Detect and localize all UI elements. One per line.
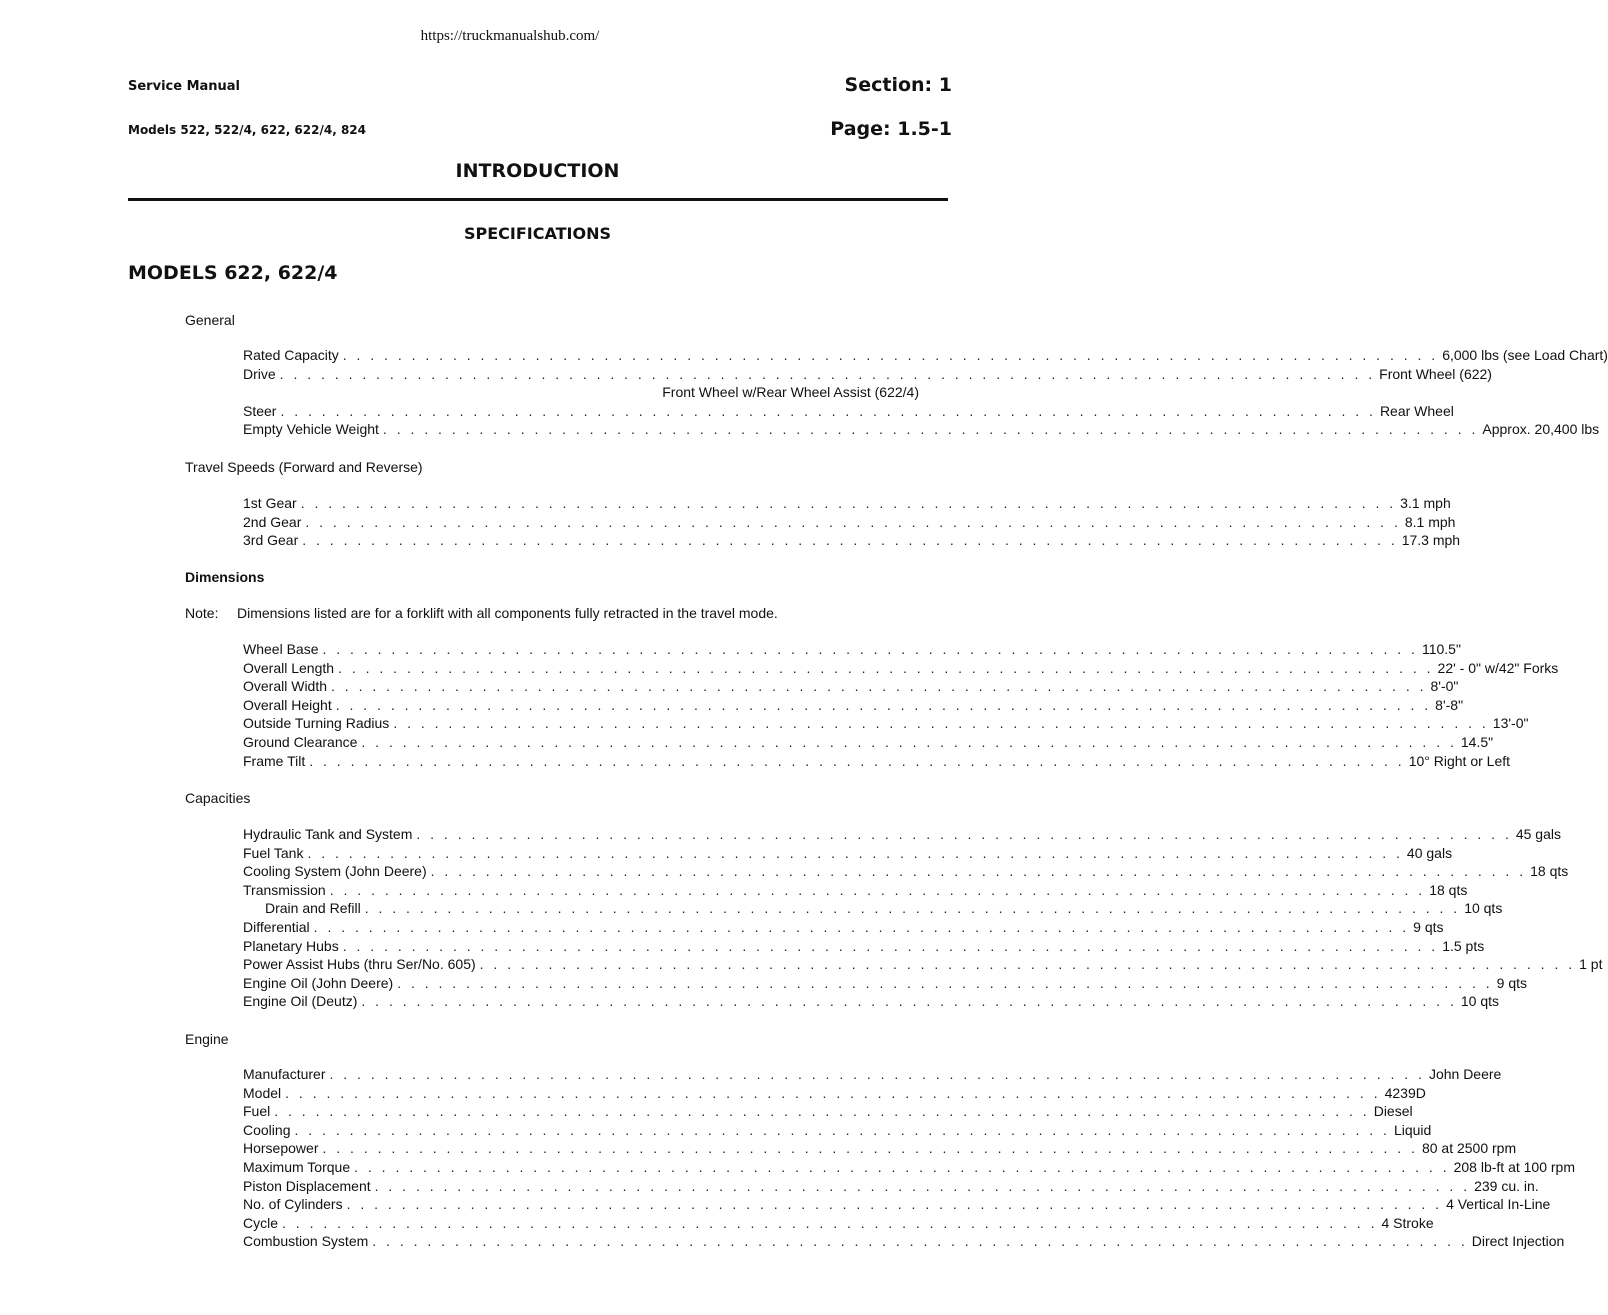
dot-leader: . . . . . . . . . . . . . . . . . . . . . . . . . . . . . . . . . . . . . . . . . . . . . . . . . . . . . . . . . . . . . . . . . . . . . . . . . . . . . . . .	[280, 402, 1376, 419]
spec-value: 6,000 lbs (see Load Chart)	[1442, 347, 1608, 363]
spec-value: Diesel	[1373, 1103, 1413, 1120]
spec-value: 4239D	[1384, 1084, 1426, 1101]
general-list	[243, 347, 1608, 440]
spec-name: 3rd Gear	[243, 532, 299, 549]
models-heading: MODELS 622, 622/4	[128, 262, 338, 284]
dot-leader: . . . . . . . . . . . . . . . . . . . . . . . . . . . . . . . . . . . . . . . . . . . . . . . . . . . . . . . . . . . . . . . . . . . . . . . . . . . . . . . .	[307, 844, 1403, 861]
dot-leader: . . . . . . . . . . . . . . . . . . . . . . . . . . . . . . . . . . . . . . . . . . . . . . . . . . . . . . . . . . . . . . . . . . . . . . . . . . . . . . . .	[338, 659, 1434, 676]
spec-name: Empty Vehicle Weight	[243, 421, 379, 438]
dot-leader: . . . . . . . . . . . . . . . . . . . . . . . . . . . . . . . . . . . . . . . . . . . . . . . . . . . . . . . . . . . . . . . . . . . . . . . . . . . . . . . .	[361, 733, 1457, 750]
spec-name: Horsepower	[243, 1140, 319, 1157]
spec-row	[243, 1177, 1539, 1197]
spec-name: Wheel Base	[243, 641, 319, 657]
spec-name: Overall Width	[243, 678, 328, 695]
spec-name: No. of Cylinders	[243, 1196, 343, 1213]
spec-value: 13'-0"	[1492, 715, 1529, 732]
spec-name: Fuel	[243, 1103, 271, 1120]
dot-leader: . . . . . . . . . . . . . . . . . . . . . . . . . . . . . . . . . . . . . . . . . . . . . . . . . . . . . . . . . . . . . . . . . . . . . . . . . . . . . . . .	[354, 1158, 1450, 1175]
dot-leader: . . . . . . . . . . . . . . . . . . . . . . . . . . . . . . . . . . . . . . . . . . . . . . . . . . . . . . . . . . . . . . . . . . . . . . . . . . . . . . . .	[342, 347, 1439, 363]
spec-row	[243, 347, 1608, 366]
dot-leader: . . . . . . . . . . . . . . . . . . . . . . . . . . . . . . . . . . . . . . . . . . . . . . . . . . . . . . . . . . . . . . . . . . . . . . . . . . . . . . . .	[329, 1066, 1425, 1082]
spec-name: Combustion System	[243, 1233, 369, 1250]
spec-row	[243, 1103, 1413, 1122]
spec-name: Model	[243, 1084, 282, 1101]
dot-leader: . . . . . . . . . . . . . . . . . . . . . . . . . . . . . . . . . . . . . . . . . . . . . . . . . . . . . . . . . . . . . . . . . . . . . . . . . . . . . . . .	[305, 513, 1401, 530]
spec-value: Front Wheel w/Rear Wheel Assist (622/4)	[662, 384, 919, 401]
spec-row	[243, 659, 1559, 679]
spec-value: Approx. 20,400 lbs	[1482, 421, 1600, 438]
spec-row	[243, 1196, 1551, 1215]
dot-leader: . . . . . . . . . . . . . . . . . . . . . . . . . . . . . . . . . . . . . . . . . . . . . . . . . . . . . . . . . . . . . . . . . . . . . . . . . . . . . . . .	[294, 1121, 1390, 1138]
dimensions-list	[243, 641, 1559, 771]
spec-value: Liquid	[1393, 1121, 1432, 1138]
dot-leader: . . . . . . . . . . . . . . . . . . . . . . . . . . . . . . . . . . . . . . . . . . . . . . . . . . . . . . . . . . . . . . . . . . . . . . . . . . . . . . . .	[374, 1177, 1471, 1194]
spec-row	[243, 513, 1456, 533]
title-divider	[128, 198, 948, 201]
dot-leader: . . . . . . . . . . . . . . . . . . . . . . . . . . . . . . . . . . . . . . . . . . . . . . . . . . . . . . . . . . . . . . . . . . . . . . . . . . . . . . . .	[300, 495, 1397, 511]
spec-value: 1.5 pts	[1442, 937, 1485, 954]
spec-value: 80 at 2500 rpm	[1421, 1140, 1517, 1157]
dot-leader: . . . . . . . . . . . . . . . . . . . . . . . . . . . . . . . . . . . . . . . . . . . . . . . . . . . . . . . . . . . . . . . . . . . . . . . . . . . . . . . .	[274, 1103, 1370, 1120]
dot-leader: . . . . . . . . . . . . . . . . . . . . . . . . . . . . . . . . . . . . . . . . . . . . . . . . . . . . . . . . . . . . . . . . . . . . . . . . . . . . . . . .	[322, 1140, 1418, 1157]
section-number: Section: 1	[844, 74, 952, 96]
spec-row	[243, 863, 1569, 882]
spec-row	[243, 696, 1464, 716]
source-url: https://truckmanualshub.com/	[420, 28, 600, 44]
spec-row	[243, 1214, 1434, 1234]
spec-row	[243, 402, 1454, 422]
spec-value: Front Wheel (622)	[1379, 365, 1492, 382]
spec-value: Rear Wheel	[1379, 402, 1454, 419]
spec-row	[243, 974, 1528, 994]
spec-name: Cooling	[243, 1121, 291, 1138]
dimensions-note	[185, 605, 778, 621]
spec-value: 3.1 mph	[1400, 495, 1451, 511]
spec-name: Steer	[243, 402, 277, 419]
spec-name: Power Assist Hubs (thru Ser/No. 605)	[243, 956, 476, 973]
spec-value: 10 qts	[1464, 900, 1503, 917]
spec-row	[243, 937, 1485, 957]
spec-name: Rated Capacity	[243, 347, 339, 363]
dot-leader: . . . . . . . . . . . . . . . . . . . . . . . . . . . . . . . . . . . . . . . . . . . . . . . . . . . . . . . . . . . . . . . . . . . . . . . . . . . . . . . .	[382, 421, 1479, 438]
page-number: Page: 1.5-1	[830, 118, 952, 140]
spec-name: 1st Gear	[243, 495, 297, 511]
spec-row	[243, 1233, 1565, 1252]
spec-value: 22' - 0" w/42" Forks	[1437, 659, 1559, 676]
dot-leader: . . . . . . . . . . . . . . . . . . . . . . . . . . . . . . . . . . . . . . . . . . . . . . . . . . . . . . . . . . . . . . . . . . . . . . . . . . . . . . . .	[416, 826, 1512, 842]
spec-name: 2nd Gear	[243, 513, 302, 530]
spec-row	[243, 881, 1468, 901]
models-line: Models 522, 522/4, 622, 622/4, 824	[128, 123, 367, 137]
spec-name: Planetary Hubs	[243, 937, 339, 954]
spec-row	[243, 678, 1459, 697]
dot-leader: . . . . . . . . . . . . . . . . . . . . . . . . . . . . . . . . . . . . . . . . . . . . . . . . . . . . . . . . . . . . . . . . . . . . . . . . . . . . . . . .	[322, 641, 1418, 657]
capacities-list	[243, 826, 1603, 1012]
spec-name: Maximum Torque	[243, 1158, 351, 1175]
dot-leader: . . . . . . . . . . . . . . . . . . . . . . . . . . . . . . . . . . . . . . . . . . . . . . . . . . . . . . . . . . . . . . . . . . . . . . . . . . . . . . . .	[309, 752, 1405, 769]
spec-name: Drain and Refill	[265, 900, 361, 917]
spec-row	[243, 826, 1561, 845]
spec-row	[243, 495, 1451, 514]
spec-name: Overall Length	[243, 659, 335, 676]
spec-value: John Deere	[1428, 1066, 1502, 1082]
spec-value: 1 pt	[1579, 956, 1603, 973]
spec-value: 9 qts	[1496, 974, 1528, 991]
spec-row	[243, 733, 1494, 753]
spec-name: Frame Tilt	[243, 752, 306, 769]
spec-row	[243, 715, 1529, 734]
spec-row	[243, 641, 1461, 660]
note-text: Dimensions listed are for a forklift with all components fully retracted in the travel mode.	[237, 605, 778, 621]
spec-value: 18 qts	[1530, 863, 1569, 880]
spec-value: 14.5"	[1460, 733, 1494, 750]
spec-row	[243, 752, 1511, 772]
dot-leader: . . . . . . . . . . . . . . . . . . . . . . . . . . . . . . . . . . . . . . . . . . . . . . . . . . . . . . . . . . . . . . . . . . . . . . . . . . . . . . . .	[285, 1084, 1381, 1101]
dot-leader: . . . . . . . . . . . . . . . . . . . . . . . . . . . . . . . . . . . . . . . . . . . . . . . . . . . . . . . . . . . . . . . . . . . . . . . . . . . . . . . .	[331, 678, 1427, 695]
spec-row	[243, 1158, 1575, 1178]
travel-speeds-list	[243, 495, 1461, 551]
spec-value: 45 gals	[1515, 826, 1561, 842]
spec-name: Hydraulic Tank and System	[243, 826, 413, 842]
general-heading: General	[185, 312, 235, 328]
travel-speeds-heading: Travel Speeds (Forward and Reverse)	[185, 459, 423, 475]
spec-value: 8'-8"	[1435, 696, 1464, 713]
spec-name: Ground Clearance	[243, 733, 358, 750]
spec-row	[243, 1084, 1426, 1104]
spec-value: 9 qts	[1413, 918, 1444, 935]
spec-value: 4 Stroke	[1381, 1214, 1434, 1231]
spec-value: 40 gals	[1406, 844, 1453, 861]
engine-heading: Engine	[185, 1031, 229, 1047]
spec-name: Engine Oil (John Deere)	[243, 974, 394, 991]
dot-leader: . . . . . . . . . . . . . . . . . . . . . . . . . . . . . . . . . . . . . . . . . . . . . . . . . . . . . . . . . . . . . . . . . . . . . . . . . . . . . . . .	[302, 532, 1398, 549]
dot-leader: . . . . . . . . . . . . . . . . . . . . . . . . . . . . . . . . . . . . . . . . . . . . . . . . . . . . . . . . . . . . . . . . . . . . . . . . . . . . . . . .	[282, 1214, 1378, 1231]
spec-name: Engine Oil (Deutz)	[243, 993, 358, 1010]
spec-name: Cooling System (John Deere)	[243, 863, 427, 880]
spec-name: Manufacturer	[243, 1066, 326, 1082]
dot-leader: . . . . . . . . . . . . . . . . . . . . . . . . . . . . . . . . . . . . . . . . . . . . . . . . . . . . . . . . . . . . . . . . . . . . . . . . . . . . . . . .	[342, 937, 1439, 954]
spec-value: 8.1 mph	[1404, 513, 1456, 530]
spec-row	[243, 900, 1503, 919]
spec-row	[243, 384, 919, 403]
spec-name: Fuel Tank	[243, 844, 304, 861]
dot-leader: . . . . . . . . . . . . . . . . . . . . . . . . . . . . . . . . . . . . . . . . . . . . . . . . . . . . . . . . . . . . . . . . . . . . . . . . . . . . . . . .	[393, 715, 1489, 732]
spec-row	[243, 844, 1453, 864]
dot-leader: . . . . . . . . . . . . . . . . . . . . . . . . . . . . . . . . . . . . . . . . . . . . . . . . . . . . . . . . . . . . . . . . . . . . . . . . . . . . . . . .	[329, 881, 1426, 898]
spec-row	[243, 421, 1600, 440]
note-label: Note:	[185, 605, 219, 621]
dot-leader: . . . . . . . . . . . . . . . . . . . . . . . . . . . . . . . . . . . . . . . . . . . . . . . . . . . . . . . . . . . . . . . . . . . . . . . . . . . . . . . .	[372, 1233, 1468, 1250]
spec-row	[243, 1066, 1502, 1085]
dot-leader: . . . . . . . . . . . . . . . . . . . . . . . . . . . . . . . . . . . . . . . . . . . . . . . . . . . . . . . . . . . . . . . . . . . . . . . . . . . . . . . .	[361, 993, 1457, 1010]
spec-row	[243, 918, 1444, 938]
dot-leader: . . . . . . . . . . . . . . . . . . . . . . . . . . . . . . . . . . . . . . . . . . . . . . . . . . . . . . . . . . . . . . . . . . . . . . . . . . . . . . . .	[346, 1196, 1443, 1213]
spec-name: Cycle	[243, 1214, 279, 1231]
dot-leader: . . . . . . . . . . . . . . . . . . . . . . . . . . . . . . . . . . . . . . . . . . . . . . . . . . . . . . . . . . . . . . . . . . . . . . . . . . . . . . . .	[479, 956, 1576, 973]
dot-leader: . . . . . . . . . . . . . . . . . . . . . . . . . . . . . . . . . . . . . . . . . . . . . . . . . . . . . . . . . . . . . . . . . . . . . . . . . . . . . . . .	[364, 900, 1461, 917]
spec-row	[243, 1140, 1517, 1159]
spec-name: Piston Displacement	[243, 1177, 371, 1194]
spec-value: 4 Vertical In-Line	[1446, 1196, 1551, 1213]
spec-value: 17.3 mph	[1401, 532, 1461, 549]
specifications-heading: SPECIFICATIONS	[463, 224, 612, 243]
dot-leader: . . . . . . . . . . . . . . . . . . . . . . . . . . . . . . . . . . . . . . . . . . . . . . . . . . . . . . . . . . . . . . . . . . . . . . . . . . . . . . . .	[430, 863, 1527, 880]
spec-value: 8'-0"	[1430, 678, 1459, 695]
dimensions-heading: Dimensions	[185, 569, 265, 585]
spec-name: Outside Turning Radius	[243, 715, 390, 732]
spec-row	[243, 532, 1461, 551]
dot-leader: . . . . . . . . . . . . . . . . . . . . . . . . . . . . . . . . . . . . . . . . . . . . . . . . . . . . . . . . . . . . . . . . . . . . . . . . . . . . . . . .	[397, 974, 1493, 991]
spec-value: 18 qts	[1429, 881, 1468, 898]
spec-value: 110.5"	[1421, 641, 1461, 657]
dot-leader: . . . . . . . . . . . . . . . . . . . . . . . . . . . . . . . . . . . . . . . . . . . . . . . . . . . . . . . . . . . . . . . . . . . . . . . . . . . . . . . .	[313, 918, 1410, 935]
page-title: INTRODUCTION	[455, 160, 620, 182]
spec-name: Transmission	[243, 881, 326, 898]
manual-title: Service Manual	[128, 79, 241, 94]
spec-value: Direct Injection	[1471, 1233, 1565, 1250]
spec-row	[243, 993, 1499, 1012]
spec-name: Drive	[243, 365, 276, 382]
spec-value: 208 lb-ft at 100 rpm	[1453, 1158, 1575, 1175]
dot-leader: . . . . . . . . . . . . . . . . . . . . . . . . . . . . . . . . . . . . . . . . . . . . . . . . . . . . . . . . . . . . . . . . . . . . . . . . . . . . . . . .	[279, 365, 1376, 382]
spec-value: 10 qts	[1460, 993, 1499, 1010]
spec-row	[243, 956, 1603, 975]
spec-value: 239 cu. in.	[1474, 1177, 1539, 1194]
spec-row	[243, 1121, 1432, 1141]
spec-name: Overall Height	[243, 696, 332, 713]
spec-row	[243, 365, 1492, 385]
capacities-heading: Capacities	[185, 790, 251, 806]
engine-list	[243, 1066, 1575, 1252]
spec-name: Differential	[243, 918, 310, 935]
spec-value: 10° Right or Left	[1408, 752, 1511, 769]
dot-leader: . . . . . . . . . . . . . . . . . . . . . . . . . . . . . . . . . . . . . . . . . . . . . . . . . . . . . . . . . . . . . . . . . . . . . . . . . . . . . . . .	[335, 696, 1432, 713]
